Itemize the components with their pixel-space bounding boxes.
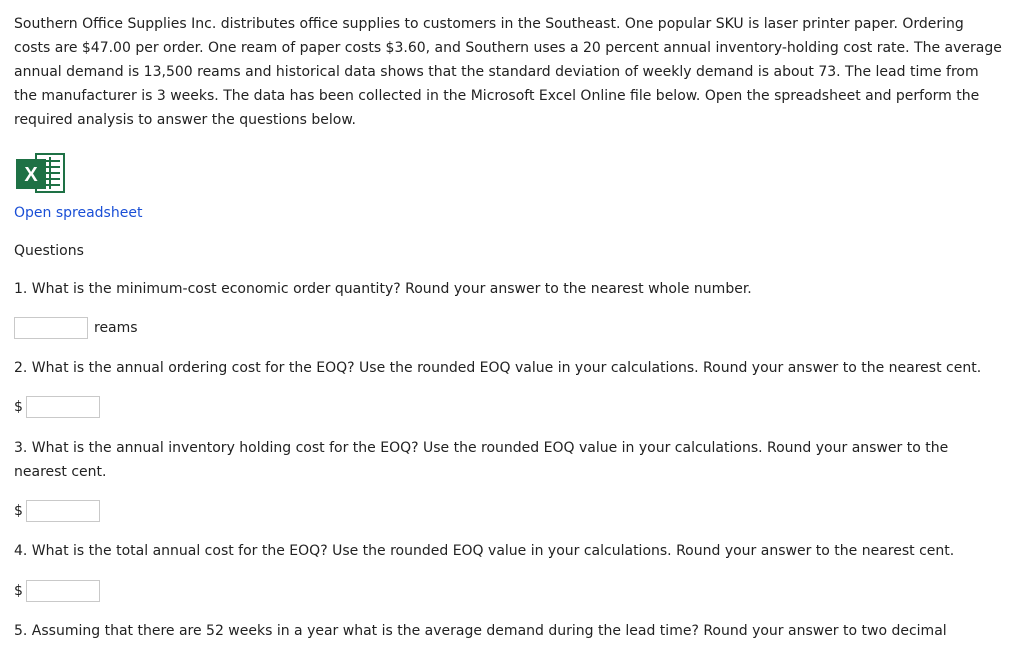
answer-row-2 [14, 395, 100, 419]
answer-row-4 [14, 579, 100, 603]
question-4: 4. What is the total annual cost for the EOQ? Use the rounded EOQ value in your calculations. Round your answer to the nearest cent. [14, 543, 955, 559]
questions-heading: Questions [14, 243, 84, 259]
excel-icon[interactable] [14, 151, 66, 195]
question-5: 5. Assuming that there are 52 weeks in a year what is the average demand during the lead time? Round your answer to two decimal [14, 623, 947, 639]
dollar-sign-3: $ [14, 503, 23, 519]
problem-statement: Southern Office Supplies Inc. distributes office supplies to customers in the Southeast. One popular SKU is laser printer paper. Ordering costs are $47.00 per order. One ream of paper costs $3.60, and Southern uses a 20 percent annual inventory-holding cost rate. The average annual demand is 13,500 reams and historical data shows that the standard deviation of weekly demand is about 73. The lead time from the manufacturer is 3 weeks. The data has been collected in the Microsoft Excel Online file below. Open the spreadsheet and perform the required analysis to answer the questions below. [14, 16, 1002, 128]
question-2: 2. What is the annual ordering cost for the EOQ? Use the rounded EOQ value in your calculations. Round your answer to the nearest cent. [14, 360, 982, 376]
question-1: 1. What is the minimum-cost economic order quantity? Round your answer to the nearest whole number. [14, 281, 752, 297]
open-spreadsheet-link[interactable]: Open spreadsheet [14, 205, 143, 221]
answer-row-1 [14, 316, 138, 340]
answer-input-1[interactable] [14, 317, 88, 339]
answer-input-2[interactable] [26, 396, 100, 418]
answer-unit-1: reams [94, 320, 138, 336]
question-3: 3. What is the annual inventory holding cost for the EOQ? Use the rounded EOQ value in your calculations. Round your answer to the nearest cent. [14, 440, 949, 480]
excel-icon-letter: X [24, 164, 38, 186]
dollar-sign-4: $ [14, 583, 23, 599]
answer-input-3[interactable] [26, 500, 100, 522]
question-page [14, 12, 1004, 639]
answer-input-4[interactable] [26, 580, 100, 602]
answer-row-3 [14, 499, 100, 523]
dollar-sign-2: $ [14, 399, 23, 415]
